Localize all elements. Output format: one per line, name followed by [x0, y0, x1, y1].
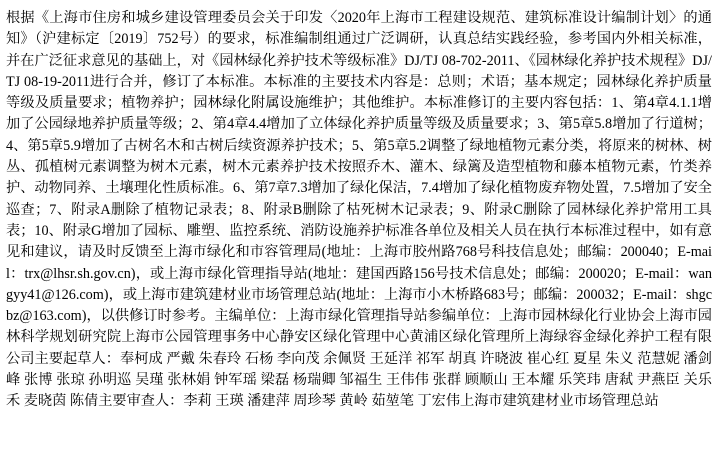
standard-revision-notice-paragraph: 根据《上海市住房和城乡建设管理委员会关于印发〈2020年上海市工程建设规范、建筑标准设计编制计划〉的通知》（沪建标定〔2019〕752号）的要求，标准编制组通过广泛调研，认真总结实践经验，参考国内外相关标准，并在广泛征求意见的基础上，对《园林绿化养护技术等级标准》DJ/TJ 08-702-2011、《园林绿化养护技术规程》DJ/TJ 08-19-2011进行合并，修订了本标准。本标准的主要技术内容是：总则；术语；基本规定；园林绿化养护质量等级及质量要求；植物养护；园林绿化附属设施维护；其他维护。本标准修订的主要内容包括：1、第4章4.1.1增加了公园绿地养护质量等级；2、第4章4.4增加了立体绿化养护质量等级及质量要求；3、第5章5.8增加了行道树；4、第5章5.9增加了古树名木和古树后续资源养护技术；5、第5章5.2调整了绿地植物元素分类，将原来的树林、树丛、孤植树元素调整为树木元素，树木元素养护技术按照乔木、灌木、绿篱及造型植物和藤本植物元素，竹类养护、动物同养、土壤理化性质标准。6、第7章7.3增加了绿化保洁，7.4增加了绿化植物废弃物处置，7.5增加了安全巡查；7、附录A删除了植物记录表；8、附录B删除了枯死树木记录表；9、附录C删除了园林绿化养护常用工具表；10、附录G增加了园标、雕塑、监控系统、消防设施养护标准各单位及相关人员在执行本标准过程中，如有意见和建议，请及时反馈至上海市绿化和市容管理局(地址：上海市胶州路768号科技信息处；邮编：200040；E-mail：trx@lhsr.sh.gov.cn)，或上海市绿化管理指导站(地址：建国西路156号技术信息处；邮编：200020；E-mail：wangyy41@126.com)，或上海市建筑建材业市场管理总站(地址：上海市小木桥路683号；邮编：200032；E-mail：shgcbz@163.com)，以供修订时参考。主编单位：上海市绿化管理指导站参编单位：上海市园林绿化行业协会上海市园林科学规划研究院上海市公园管理事务中心静安区绿化管理中心黄浦区绿化管理所上海绿容金绿化养护工程有限公司主要起草人：奉柯成 严戴 朱春玲 石杨 李向茂 余佩贤 王延洋 祁军 胡真 许晓波 崔心红 夏星 朱义 范慧妮 潘剑峰 张博 张琼 孙明巡 吴瑾 张林娟 钟军瑶 梁磊 杨瑞卿 邹福生 王伟伟 张群 顾顺山 王本耀 乐笑玮 唐弒 尹燕臣 关乐禾 麦晓茵 陈倩主要审查人：李莉 王瑛 潘建萍 周珍琴 黄岭 茹堃笔 丁宏伟上海市建筑建材业市场管理总站 — [6, 10, 712, 410]
